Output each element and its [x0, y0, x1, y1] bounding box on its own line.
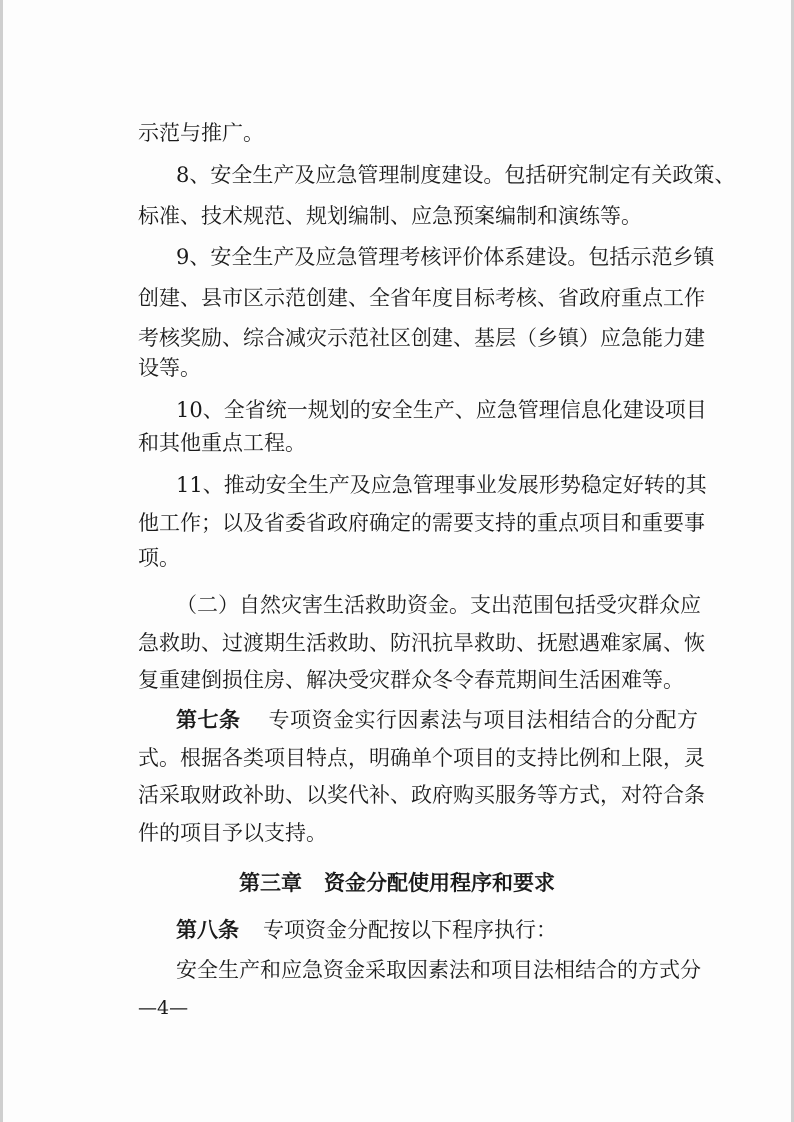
text-line: 复重建倒损住房、解决受灾群众冬令春荒期间生活困难等。 — [138, 668, 684, 692]
text-line: 急救助、过渡期生活救助、防汛抗旱救助、抚慰遇难家属、恢 — [138, 631, 705, 655]
text-line: 创建、县市区示范创建、全省年度目标考核、省政府重点工作 — [138, 286, 705, 310]
text-line: 他工作；以及省委省政府确定的需要支持的重点项目和重要事 — [138, 511, 705, 535]
text-line: 8、安全生产及应急管理制度建设。包括研究制定有关政策、 — [176, 163, 736, 187]
article-8-text: 专项资金分配按以下程序执行： — [263, 918, 557, 942]
text-line: （二）自然灾害生活救助资金。支出范围包括受灾群众应 — [176, 593, 701, 617]
text-line: 10、全省统一规划的安全生产、应急管理信息化建设项目 — [176, 398, 707, 422]
text-line: 示范与推广。 — [138, 121, 264, 145]
text-line: 和其他重点工程。 — [138, 431, 306, 455]
text-line: 项。 — [138, 546, 180, 570]
text-line: 安全生产和应急资金采取因素法和项目法相结合的方式分 — [176, 958, 701, 982]
page-number: —4— — [138, 997, 189, 1019]
text-line: 式。根据各类项目特点，明确单个项目的支持比例和上限，灵 — [138, 746, 705, 770]
text-line: 11、推动安全生产及应急管理事业发展形势稳定好转的其 — [176, 473, 707, 497]
article-7-text: 专项资金实行因素法与项目法相结合的分配方 — [268, 708, 698, 732]
text-line: 考核奖励、综合减灾示范社区创建、基层（乡镇）应急能力建 — [138, 326, 705, 350]
text-line: 活采取财政补助、以奖代补、政府购买服务等方式，对符合条 — [138, 783, 705, 807]
article-7-first-line — [176, 705, 698, 735]
text-line: 9、安全生产及应急管理考核评价体系建设。包括示范乡镇 — [176, 245, 715, 269]
article-8-label: 第八条 — [176, 918, 239, 942]
chapter-title: 第三章 资金分配使用程序和要求 — [239, 871, 555, 895]
text-line: 标准、技术规范、规划编制、应急预案编制和演练等。 — [138, 204, 642, 228]
page-edge-left — [0, 0, 3, 1122]
text-line: 件的项目予以支持。 — [138, 821, 327, 845]
article-8-first-line — [176, 915, 698, 945]
text-line: 设等。 — [138, 356, 201, 380]
article-7-label: 第七条 — [176, 708, 241, 732]
